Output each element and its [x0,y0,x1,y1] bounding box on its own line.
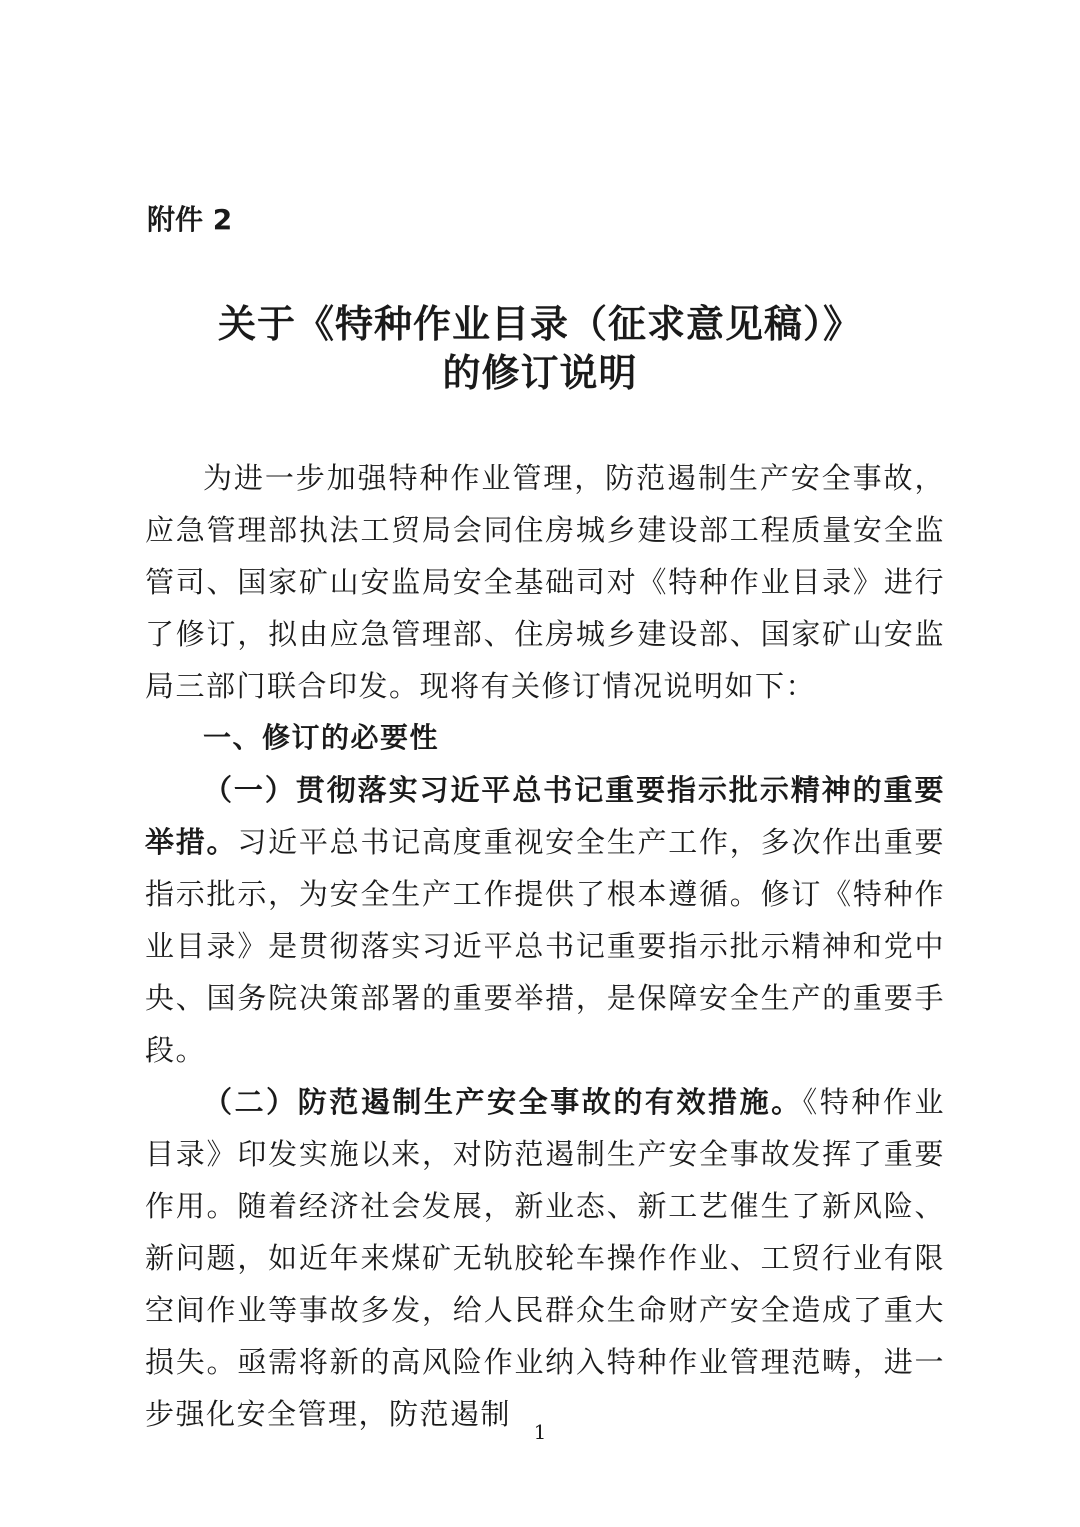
item2-paragraph [145,1076,945,1440]
document-body [145,452,945,1440]
document-title-line1: 关于《特种作业目录（征求意见稿）》 [217,302,862,346]
item1-body: 习近平总书记高度重视安全生产工作，多次作出重要指示批示，为安全生产工作提供了根本遵循。修订《特种作业目录》是贯彻落实习近平总书记重要指示批示精神和党中央、国务院决策部署的重要举措，是保障安全生产的重要手段。 [145,825,945,1067]
item2-lead: （二）防范遏制生产安全事故的有效措施。 [203,1085,803,1119]
section-heading: 一、修订的必要性 [203,721,440,754]
item1-lead: （一）贯彻落实习近平总书记重要指示批示精神的重要举措。 [145,773,945,859]
attachment-label: 附件 2 [147,203,233,236]
item2-body: 《特种作业目录》印发实施以来，对防范遏制生产安全事故发挥了重要作用。随着经济社会发展，新业态、新工艺催生了新风险、新问题，如近年来煤矿无轨胶轮车操作作业、工贸行业有限空间作业等事故多发，给人民群众生命财产安全造成了重大损失。亟需将新的高风险作业纳入特种作业管理范畴，进一步强化安全管理，防范遏制 [145,1085,945,1431]
page-number: 1 [533,1420,547,1444]
item1-paragraph [145,764,945,1076]
intro-paragraph: 为进一步加强特种作业管理，防范遏制生产安全事故，应急管理部执法工贸局会同住房城乡建设部工程质量安全监管司、国家矿山安监局安全基础司对《特种作业目录》进行了修订，拟由应急管理部、住房城乡建设部、国家矿山安监局三部门联合印发。现将有关修订情况说明如下： [145,461,945,703]
document-title-line2: 的修订说明 [442,351,638,395]
